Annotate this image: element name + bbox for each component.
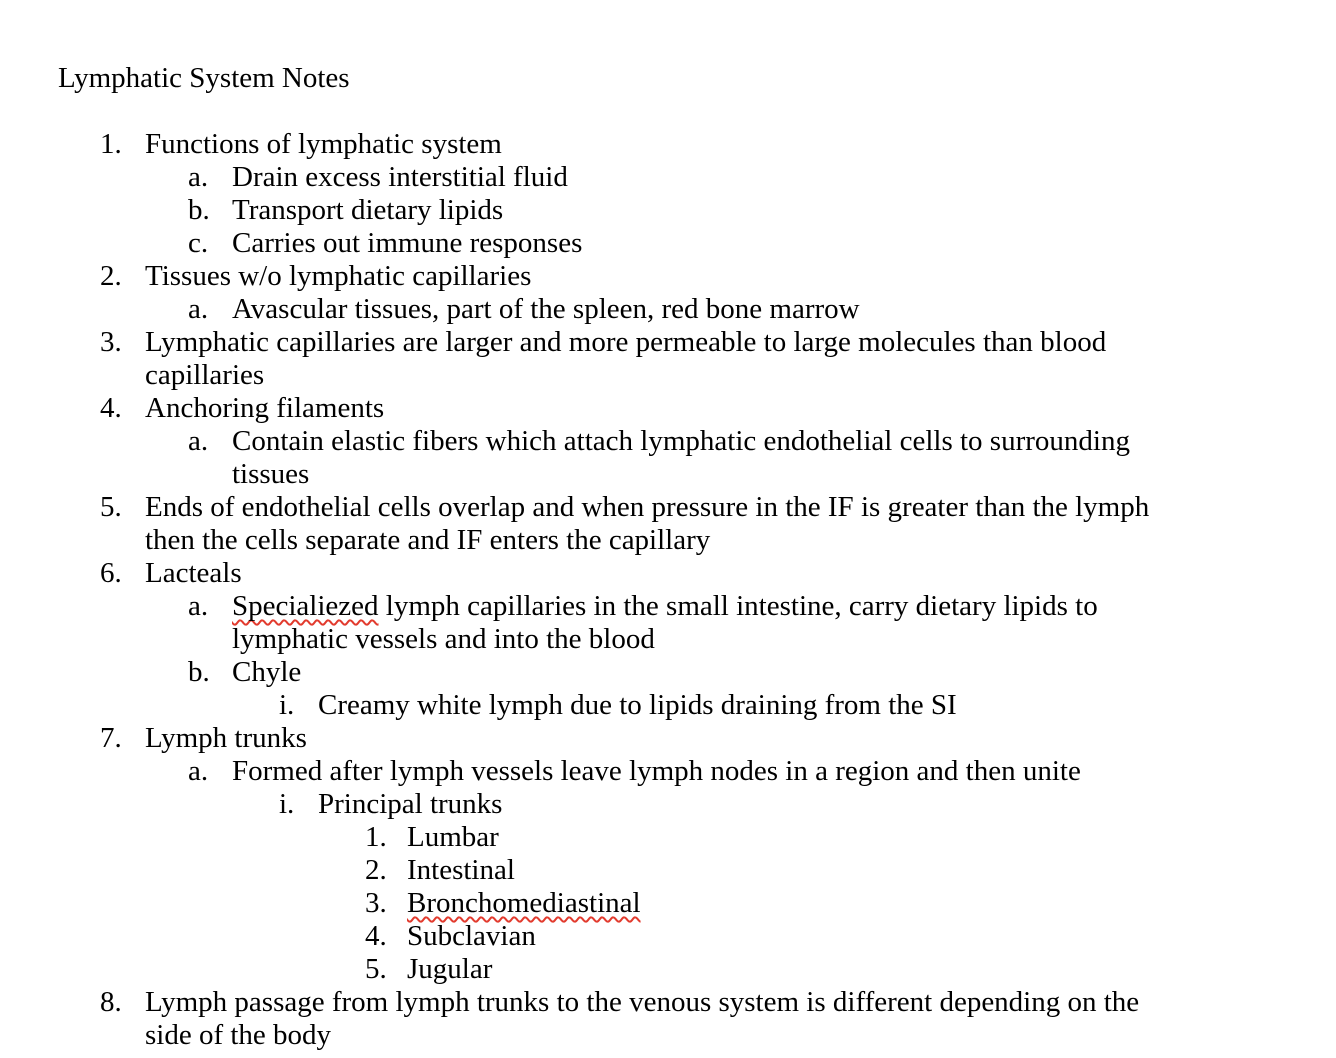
list-item xyxy=(0,887,1336,920)
list-item-line[interactable] xyxy=(145,1019,1336,1052)
list-item-line[interactable] xyxy=(365,854,1336,887)
misspelled-word[interactable]: Specialiezed xyxy=(232,590,379,622)
list-item xyxy=(0,656,1336,689)
list-item xyxy=(0,128,1336,161)
list-marker: a. xyxy=(188,161,209,193)
list-item-line[interactable] xyxy=(188,425,1336,458)
text-segment: tissues xyxy=(232,458,310,490)
list-item xyxy=(0,425,1336,491)
list-item xyxy=(0,986,1336,1052)
list-item-line[interactable] xyxy=(232,458,1336,491)
list-item xyxy=(0,260,1336,293)
list-marker: 3. xyxy=(100,326,122,358)
list-item xyxy=(0,755,1336,788)
text-segment: Transport dietary lipids xyxy=(232,194,504,226)
list-item-line[interactable] xyxy=(188,161,1336,194)
text-segment: Carries out immune responses xyxy=(232,227,583,259)
list-marker: 5. xyxy=(365,953,387,985)
list-marker: i. xyxy=(279,689,295,721)
list-item-line[interactable] xyxy=(100,128,1336,161)
list-item-line[interactable] xyxy=(365,821,1336,854)
list-item xyxy=(0,722,1336,755)
list-marker: 4. xyxy=(100,392,122,424)
text-segment: Drain excess interstitial fluid xyxy=(232,161,568,193)
text-segment: Lymphatic capillaries are larger and more permeable to large molecules than blood xyxy=(145,326,1107,358)
text-segment: Avascular tissues, part of the spleen, red bone marrow xyxy=(232,293,860,325)
list-item xyxy=(0,953,1336,986)
text-segment: Anchoring filaments xyxy=(145,392,385,424)
misspelled-word[interactable]: Bronchomediastinal xyxy=(407,887,641,919)
list-item-line[interactable] xyxy=(100,722,1336,755)
list-item-line[interactable] xyxy=(365,953,1336,986)
list-item xyxy=(0,689,1336,722)
text-segment: Ends of endothelial cells overlap and when pressure in the IF is greater than the lymph xyxy=(145,491,1150,523)
list-item-line[interactable] xyxy=(279,788,1336,821)
list-marker: 1. xyxy=(100,128,122,160)
list-item-line[interactable] xyxy=(365,920,1336,953)
text-segment: Jugular xyxy=(407,953,493,985)
list-marker: 2. xyxy=(365,854,387,886)
list-marker: b. xyxy=(188,194,210,226)
list-item xyxy=(0,788,1336,821)
list-item-line[interactable] xyxy=(188,227,1336,260)
list-item-line[interactable] xyxy=(100,260,1336,293)
list-item-line[interactable] xyxy=(100,326,1336,359)
list-item xyxy=(0,326,1336,392)
text-segment: Chyle xyxy=(232,656,302,688)
text-segment: lymph capillaries in the small intestine, carry dietary lipids to xyxy=(378,590,1098,622)
list-marker: 1. xyxy=(365,821,387,853)
list-item xyxy=(0,293,1336,326)
list-item-line[interactable] xyxy=(100,557,1336,590)
list-marker: 2. xyxy=(100,260,122,292)
outline-list xyxy=(0,128,1336,1052)
text-segment: lymphatic vessels and into the blood xyxy=(232,623,655,655)
text-segment: Lacteals xyxy=(145,557,242,589)
list-marker: b. xyxy=(188,656,210,688)
text-segment: Lumbar xyxy=(407,821,499,853)
list-item-line[interactable] xyxy=(100,986,1336,1019)
text-segment: Intestinal xyxy=(407,854,515,886)
list-item-line[interactable] xyxy=(188,755,1336,788)
list-marker: 5. xyxy=(100,491,122,523)
list-item xyxy=(0,227,1336,260)
list-item-line[interactable] xyxy=(365,887,1336,920)
text-segment: Formed after lymph vessels leave lymph nodes in a region and then unite xyxy=(232,755,1081,787)
list-item xyxy=(0,557,1336,590)
text-segment: Tissues w/o lymphatic capillaries xyxy=(145,260,532,292)
list-marker: a. xyxy=(188,425,209,457)
list-marker: 4. xyxy=(365,920,387,952)
list-item xyxy=(0,491,1336,557)
list-item xyxy=(0,194,1336,227)
list-marker: 6. xyxy=(100,557,122,589)
list-item-line[interactable] xyxy=(188,656,1336,689)
list-marker: a. xyxy=(188,590,209,622)
list-item-line[interactable] xyxy=(145,359,1336,392)
list-item-line[interactable] xyxy=(188,293,1336,326)
text-segment: Lymph trunks xyxy=(145,722,307,754)
list-item-line[interactable] xyxy=(188,590,1336,623)
list-item-line[interactable] xyxy=(279,689,1336,722)
list-marker: 3. xyxy=(365,887,387,919)
text-segment: Principal trunks xyxy=(318,788,503,820)
list-item-line[interactable] xyxy=(100,491,1336,524)
text-segment: then the cells separate and IF enters the capillary xyxy=(145,524,711,556)
text-segment: Creamy white lymph due to lipids draining from the SI xyxy=(318,689,957,721)
document-title[interactable]: Lymphatic System Notes xyxy=(58,62,350,94)
text-segment: side of the body xyxy=(145,1019,332,1051)
text-segment: Subclavian xyxy=(407,920,536,952)
list-marker: c. xyxy=(188,227,209,259)
list-marker: a. xyxy=(188,755,209,787)
list-item xyxy=(0,821,1336,854)
text-segment: Functions of lymphatic system xyxy=(145,128,502,160)
list-item xyxy=(0,161,1336,194)
list-item xyxy=(0,854,1336,887)
list-item-line[interactable] xyxy=(188,194,1336,227)
text-segment: capillaries xyxy=(145,359,265,391)
list-marker: i. xyxy=(279,788,295,820)
list-item xyxy=(0,590,1336,656)
list-item xyxy=(0,920,1336,953)
list-item xyxy=(0,392,1336,425)
list-item-line[interactable] xyxy=(232,623,1336,656)
text-segment: Lymph passage from lymph trunks to the venous system is different depending on the xyxy=(145,986,1140,1018)
text-segment: Contain elastic fibers which attach lymphatic endothelial cells to surrounding xyxy=(232,425,1130,457)
list-marker: 7. xyxy=(100,722,122,754)
list-marker: 8. xyxy=(100,986,122,1018)
list-item-line[interactable] xyxy=(145,524,1336,557)
list-marker: a. xyxy=(188,293,209,325)
list-item-line[interactable] xyxy=(100,392,1336,425)
